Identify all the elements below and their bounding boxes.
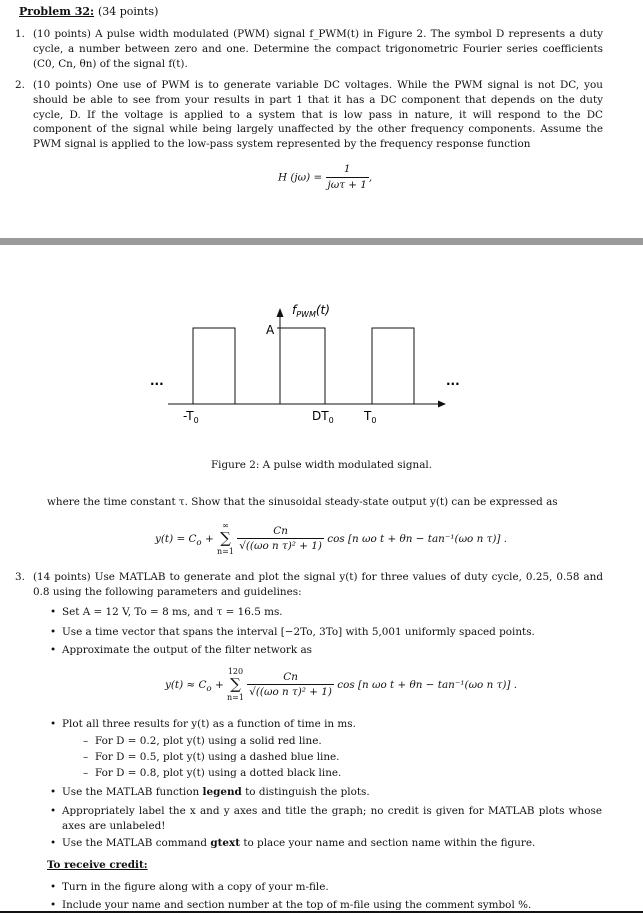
sub-bullet-d08: – For D = 0.8, plot y(t) using a dotted black line. — [95, 766, 595, 781]
bullet-gtext: • Use the MATLAB command gtext to place your name and section name within the figure. — [62, 836, 602, 851]
pulse-center — [280, 328, 325, 404]
output-equation-1: $y(t) = C_o$ + ∞ ∑ n=1 $\frac{Cn}{\text{√((ωo n τ)² + 1)}}$ cos [n ωo t + θn − tan⁻¹(ωo n τ)] . — [155, 521, 508, 557]
bullet-turn-in: • Turn in the figure along with a copy of your m-file. — [62, 880, 602, 895]
bullet-time-vector: • Use a time vector that spans the interval [−2To, 3To] with 5,001 uniformly spaced points. — [62, 625, 602, 640]
section-divider — [0, 238, 643, 245]
x-label-t0: $T_0$ — [364, 409, 377, 425]
sub-bullet-d05: – For D = 0.5, plot y(t) using a dashed blue line. — [95, 750, 595, 765]
where-text: where the time constant τ. Show that the sinusoidal steady-state output y(t) can be expressed as — [47, 496, 558, 508]
amplitude-label: A — [266, 323, 275, 337]
dots-left: ... — [150, 374, 164, 388]
part-3-text: (14 points) Use MATLAB to generate and plot the signal y(t) for three values of duty cycle, 0.25, 0.58 and 0.8 using the following parameters and guidelines: — [33, 571, 603, 598]
part-2: 2. (10 points) One use of PWM is to generate variable DC voltages. While the PWM signal is not DC, you should be able to see from your results in part 1 that it has a DC component that depends on the duty cycle, D. If the voltage is applied to a system that is low pass in nature, it will respond to the DC component of the signal while being largely unaffected by the other frequency components. Assume the PWM signal is applied to the low-pass system represented by the frequency response function — [15, 79, 603, 151]
bullet-labels: • Appropriately label the x and y axes and title the graph; no credit is given for MATLAB plots whose axes are unlabeled! — [62, 804, 602, 834]
x-label-dt0: $DT_0$ — [312, 409, 334, 425]
part-1-text: (10 points) A pulse width modulated (PWM) signal f_PWM(t) in Figure 2. The symbol D represents a duty cycle, a number between zero and one. Determine the compact trigonometric Fourier series coefficients (C0, Cn, θn) of the signal f(t). — [33, 28, 603, 70]
y-axis-arrow — [277, 308, 284, 317]
transfer-function-equation: H (jω) = $\frac{1}{\text{jωτ + 1}}$ , — [278, 163, 373, 191]
part-3: 3. (14 points) Use MATLAB to generate and plot the signal y(t) for three values of duty cycle, 0.25, 0.58 and 0.8 using the following parameters and guidelines: — [15, 571, 603, 598]
bullet-include-name: • Include your name and section number at the top of m-file using the comment symbol %. — [62, 898, 602, 913]
x-axis-arrow — [438, 401, 446, 408]
x-label-neg-t0: $-T_0$ — [183, 409, 199, 425]
credit-heading: To receive credit: — [47, 859, 148, 871]
sub-bullet-d02: – For D = 0.2, plot y(t) using a solid red line. — [95, 734, 595, 749]
bullet-approx: • Approximate the output of the filter network as — [62, 643, 602, 658]
bullet-legend: • Use the MATLAB function legend to distinguish the plots. — [62, 785, 602, 800]
y-axis-label: $f_{PWM}(t)$ — [292, 303, 330, 319]
pulse-right — [372, 328, 414, 404]
bottom-rule — [0, 911, 643, 913]
part-2-text: (10 points) One use of PWM is to generate variable DC voltages. While the PWM signal is not DC, you should be able to see from your results in part 1 that it has a DC component that depends on the duty cycle, D. If the voltage is applied to a system that is low pass in nature, it will respond to the DC component of the signal while being largely unaffected by the other frequency components. Assume the PWM signal is applied to the low-pass system represented by the frequency response function — [33, 79, 603, 151]
problem-title: Problem 32: (34 points) — [19, 5, 159, 18]
bullet-params: • Set A = 12 V, To = 8 ms, and τ = 16.5 ms. — [62, 605, 602, 620]
pulse-left — [193, 328, 235, 404]
part-1: 1. (10 points) A pulse width modulated (PWM) signal f_PWM(t) in Figure 2. The symbol D represents a duty cycle, a number between zero and one. Determine the compact trigonometric Fourier series coefficients (C0, Cn, θn) of the signal f(t). — [15, 28, 603, 70]
dots-right: ... — [446, 374, 460, 388]
figure-caption: Figure 2: A pulse width modulated signal. — [210, 459, 433, 471]
bullet-plot: • Plot all three results for y(t) as a function of time in ms. — [62, 717, 602, 732]
output-equation-2: $y(t) \approx C_o$ + 120 ∑ n=1 $\frac{Cn}{\text{√((ωo n τ)² + 1)}}$ cos [n ωo t + θn − tan⁻¹(ωo n τ)] . — [165, 667, 518, 703]
